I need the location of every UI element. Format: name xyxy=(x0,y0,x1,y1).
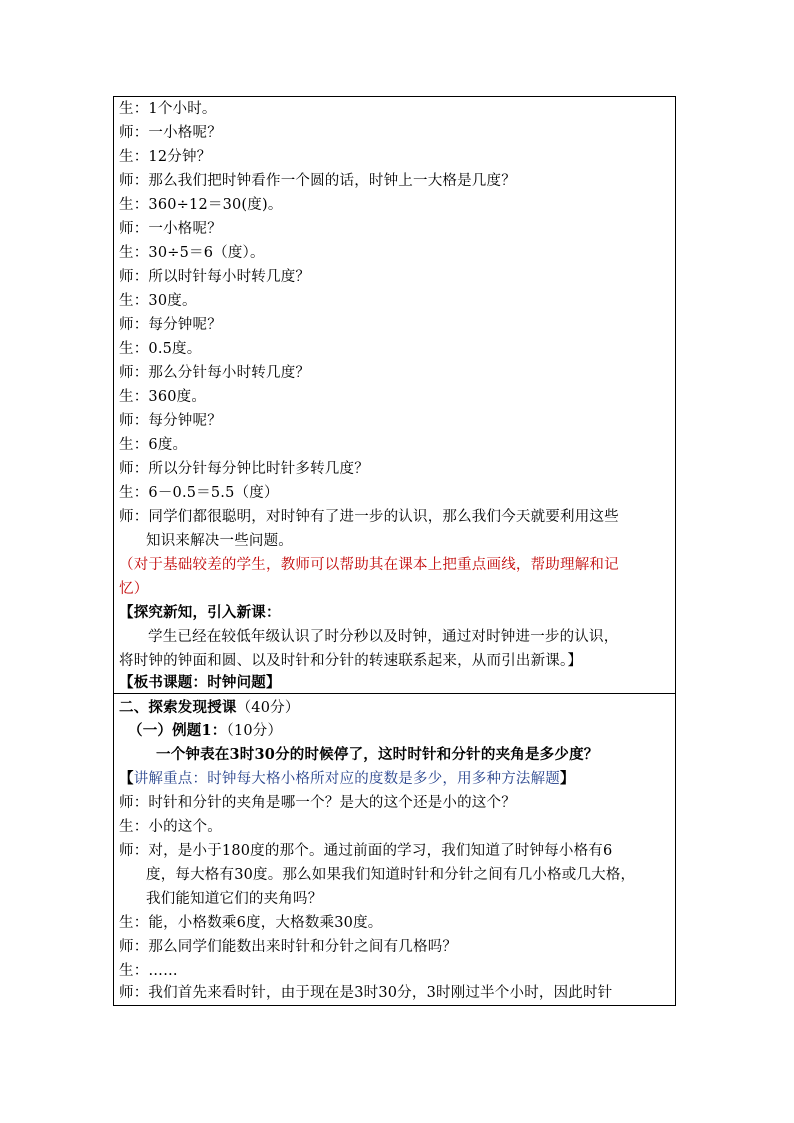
board-title: 【板书课题：时钟问题】 xyxy=(119,674,281,691)
example-heading-title: （一）例题1： xyxy=(128,722,227,739)
dialogue-line: 生：6度。 xyxy=(119,437,188,453)
dialogue-line: 师：时针和分针的夹角是哪一个？是大的这个还是小的这个？ xyxy=(119,795,516,811)
section-heading-title: 二、探索发现授课 xyxy=(119,699,237,716)
dialogue-line: 师：一小格呢？ xyxy=(119,125,222,141)
dialogue-line: 师：一小格呢？ xyxy=(119,221,222,237)
focus-close-bracket: 】 xyxy=(560,770,575,787)
dialogue-line: 知识来解决一些问题。 xyxy=(146,533,293,549)
dialogue-line: 生：30÷5＝6（度）。 xyxy=(119,245,265,261)
section-heading-time: （40分） xyxy=(236,700,300,716)
dialogue-line: 师：每分钟呢？ xyxy=(119,413,222,429)
teacher-note: （对于基础较差的学生，教师可以帮助其在课本上把重点画线，帮助理解和记 xyxy=(119,557,619,573)
dialogue-line: 生：360度。 xyxy=(119,389,207,405)
dialogue-line: 师：对，是小于180度的那个。通过前面的学习，我们知道了时钟每小格有6 xyxy=(119,843,613,859)
dialogue-line: 生：30度。 xyxy=(119,293,197,309)
dialogue-line: 师：所以分针每分钟比时针多转几度？ xyxy=(119,461,369,477)
section-heading xyxy=(119,696,300,720)
dialogue-line: 生：6－0.5＝5.5（度） xyxy=(119,485,279,501)
dialogue-cell xyxy=(114,97,675,694)
explore-text: 将时钟的钟面和圆、以及时针和分针的转速联系起来，从而引出新课。】 xyxy=(119,653,583,669)
dialogue-line: 生：…… xyxy=(119,963,178,979)
example-heading-time: （10分） xyxy=(226,723,283,739)
dialogue-line: 我们能知道它们的夹角吗？ xyxy=(146,891,323,907)
dialogue-line: 生：能，小格数乘6度，大格数乘30度。 xyxy=(119,915,383,931)
explore-text: 学生已经在较低年级认识了时分秒以及时钟，通过对时钟进一步的认识， xyxy=(148,629,619,645)
focus-note xyxy=(119,767,575,791)
teacher-note: 忆） xyxy=(119,581,149,597)
dialogue-line: 生：12分钟？ xyxy=(119,149,212,165)
focus-text: 讲解重点：时钟每大格小格所对应的度数是多少，用多种方法解题 xyxy=(133,771,561,787)
teaching-cell xyxy=(114,694,675,1005)
explore-heading xyxy=(119,601,281,625)
example-heading xyxy=(128,719,282,743)
explore-heading-text: 【探究新知，引入新课： xyxy=(119,604,281,621)
dialogue-line: 师：那么同学们能数出来时针和分针之间有几格吗？ xyxy=(119,939,458,955)
lesson-table xyxy=(113,96,676,1006)
dialogue-line: 度，每大格有30度。那么如果我们知道时针和分针之间有几小格或几大格， xyxy=(146,867,636,883)
dialogue-line: 师：同学们都很聪明，对时钟有了进一步的认识，那么我们今天就要利用这些 xyxy=(119,509,619,525)
dialogue-line: 生：1个小时。 xyxy=(119,101,217,117)
dialogue-line: 师：那么分针每小时转几度？ xyxy=(119,365,311,381)
dialogue-line: 师：所以时针每小时转几度？ xyxy=(119,269,311,285)
dialogue-line: 生：0.5度。 xyxy=(119,341,202,357)
dialogue-line: 生：360÷12＝30(度)。 xyxy=(119,197,283,213)
dialogue-line: 师：每分钟呢？ xyxy=(119,317,222,333)
dialogue-line: 师：我们首先来看时针，由于现在是3时30分，3时刚过半个小时，因此时针 xyxy=(119,985,613,1001)
example-problem: 一个钟表在3时30分的时候停了，这时时针和分针的夹角是多少度？ xyxy=(156,746,599,763)
focus-open-bracket: 【 xyxy=(119,770,134,787)
dialogue-line: 生：小的这个。 xyxy=(119,819,222,835)
dialogue-line: 师：那么我们把时钟看作一个圆的话，时钟上一大格是几度？ xyxy=(119,173,516,189)
